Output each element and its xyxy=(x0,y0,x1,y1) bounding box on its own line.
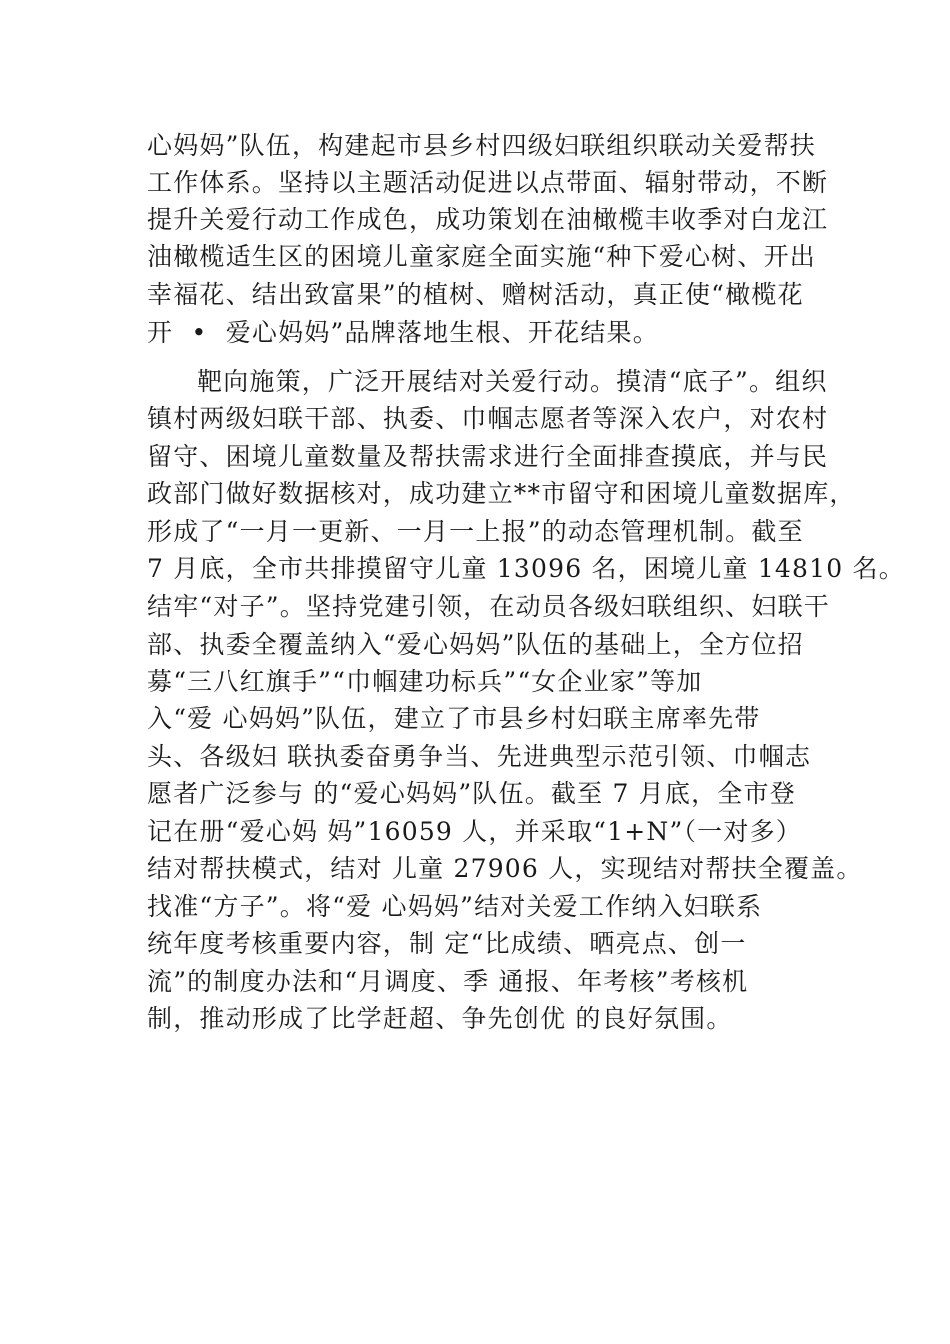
paragraph-start-line: 靶向施策，广泛开展结对关爱行动。摸清“底子”。组织 xyxy=(197,367,828,396)
text-line: 愿者广泛参与 的“爱心妈妈”队伍。截至 7 月底，全市登 xyxy=(147,779,796,808)
text-line: 工作体系。坚持以主题活动促进以点带面、辐射带动，不断 xyxy=(147,168,829,197)
text-line: 留守、困境儿童数量及帮扶需求进行全面排查摸底，并与民 xyxy=(147,442,829,471)
text-line: 结对帮扶模式，结对 儿童 27906 人，实现结对帮扶全覆盖。 xyxy=(147,854,863,883)
text-line: 政部门做好数据核对，成功建立**市留守和困境儿童数据库， xyxy=(147,479,856,508)
text-line: 油橄榄适生区的困境儿童家庭全面实施“种下爱心树、开出 xyxy=(147,242,816,271)
text-line: 募“三八红旗手”“巾帼建功标兵”“女企业家”等加 xyxy=(147,667,703,696)
text-line: 找准“方子”。将“爱 心妈妈”结对关爱工作纳入妇联系 xyxy=(147,892,763,921)
text-line: 结牢“对子”。坚持党建引领，在动员各级妇联组织、妇联干 xyxy=(147,592,830,621)
text-line: 提升关爱行动工作成色，成功策划在油橄榄丰收季对白龙江 xyxy=(147,205,829,234)
text-line: 心妈妈”队伍，构建起市县乡村四级妇联组织联动关爱帮扶 xyxy=(147,131,816,160)
text-line: 形成了“一月一更新、一月一上报”的动态管理机制。截至 xyxy=(147,517,804,546)
text-line: 幸福花、结出致富果”的植树、赠树活动，真正使“橄榄花 xyxy=(147,280,804,309)
text-line: 流”的制度办法和“月调度、季 通报、年考核”考核机 xyxy=(147,967,749,996)
text-line: 镇村两级妇联干部、执委、巾帼志愿者等深入农户，对农村 xyxy=(147,404,829,433)
text-line: 记在册“爱心妈 妈”16059 人，并采取“1+N”（一对多） xyxy=(147,817,802,846)
text-line: 开 • 爱心妈妈”品牌落地生根、开花结果。 xyxy=(147,318,659,347)
text-line: 7 月底，全市共排摸留守儿童 13096 名，困境儿童 14810 名。 xyxy=(147,554,905,583)
text-line: 头、各级妇 联执委奋勇争当、先进典型示范引领、巾帼志 xyxy=(147,742,812,771)
text-line: 部、执委全覆盖纳入“爱心妈妈”队伍的基础上，全方位招 xyxy=(147,630,804,659)
text-line: 统年度考核重要内容，制 定“比成绩、晒亮点、创一 xyxy=(147,929,747,958)
text-line: 入“爱 心妈妈”队伍，建立了市县乡村妇联主席率先带 xyxy=(147,704,761,733)
text-line: 制，推动形成了比学赶超、争先创优 的良好氛围。 xyxy=(147,1004,733,1033)
